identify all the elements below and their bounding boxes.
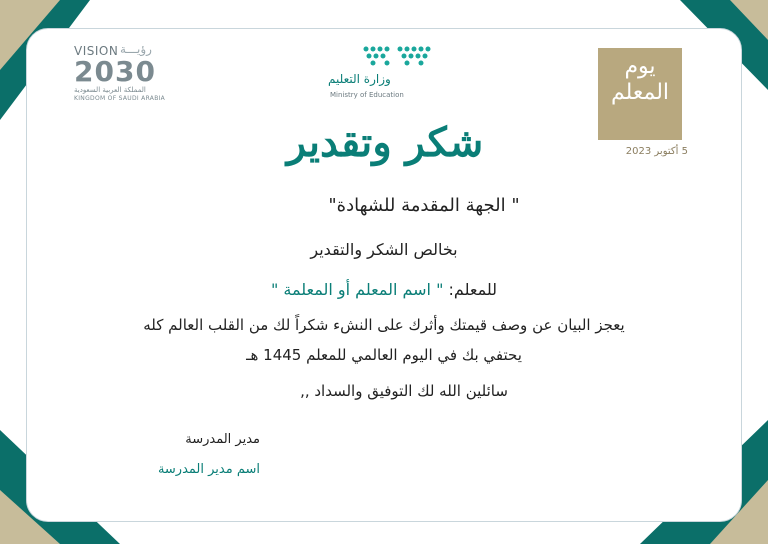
ministry-logo-icon [360, 44, 440, 68]
thanks-line: بخالص الشكر والتقدير [310, 240, 458, 259]
body-line-2: يحتفي بك في اليوم العالمي للمعلم 1445 هـ [246, 346, 522, 364]
principal-title: مدير المدرسة [185, 432, 260, 447]
issuer-line: " الجهة المقدمة للشهادة" [328, 195, 520, 216]
ministry-name-english: Ministry of Education [330, 91, 404, 99]
teacher-day-title-line1: يوم [624, 54, 656, 79]
principal-name: اسم مدير المدرسة [157, 462, 260, 477]
ministry-name-arabic: وزارة التعليم [328, 72, 391, 86]
teacher-day-date: 5 أكتوبر 2023 [625, 146, 688, 157]
teacher-day-title [602, 54, 678, 106]
teacher-label: للمعلم: [448, 280, 498, 299]
kingdom-name-english: KINGDOM OF SAUDI ARABIA [74, 95, 166, 102]
closing-line: سائلين الله لك التوفيق والسداد ,, [300, 382, 508, 400]
thanks-calligraphy-heading [280, 108, 490, 174]
teacher-line [0, 280, 768, 299]
thanks-calligraphy-text: شكر وتقدير [286, 119, 484, 166]
body-line-1: يعجز البيان عن وصف قيمتك وأثرك على النشء شكراً لك من القلب العالم كله [143, 316, 625, 334]
kingdom-name-arabic: المملكة العربية السعودية [74, 86, 146, 94]
teacher-name: " اسم المعلم أو المعلمة " [270, 280, 444, 299]
vision-logo-arabic: رؤيـــة [120, 42, 152, 56]
teacher-day-title-line2: المعلم [610, 80, 670, 105]
vision-logo-year: 2030 [74, 55, 156, 88]
vision-logo-word: VISION [74, 44, 119, 58]
